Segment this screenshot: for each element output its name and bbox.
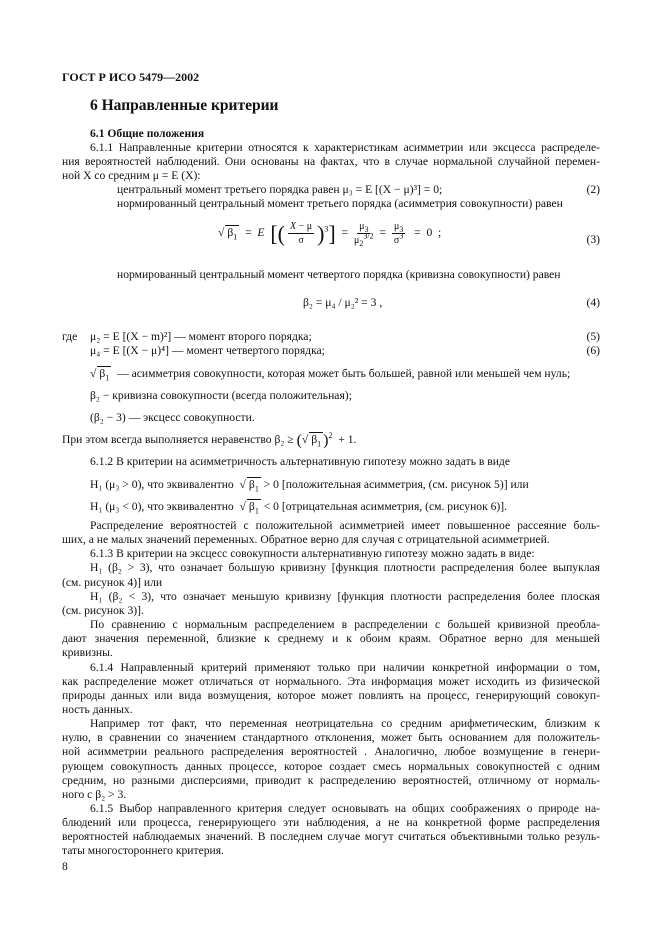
hypothesis-positive-skew: H₁ (μ₃ > 0), что эквивалентно √ $\beta_1 > 0$ [положительная асимметрия, (см. рисунок 5)] или	[90, 478, 529, 494]
where-label: где	[62, 330, 78, 343]
equation-number: (3)	[586, 233, 600, 246]
equation-2: центральный момент третьего порядка равен μ₃ = E [(X − μ)³] = 0;	[117, 183, 443, 196]
definition-excess: (β₂ − 3) — эксцесс совокупности.	[90, 411, 255, 424]
document-header: ГОСТ Р ИСО 5479—2002	[62, 70, 200, 84]
hyp-text: H₁ (μ₃ > 0), что эквивалентно	[90, 478, 234, 491]
paragraph-line: таты многостороннего критерия.	[62, 844, 224, 858]
hypothesis-negative-skew: H₁ (μ₃ < 0), что эквивалентно √ $\beta_1 < 0$ [отрицательная асимметрия, (см. рисунок 6)].	[90, 500, 508, 516]
paragraph-line: нулю, в сравнении со значением стандартного отклонения, может быть основанием для положитель-	[62, 731, 600, 745]
equation-number: (6)	[586, 344, 600, 357]
paragraph-line: ность данных.	[62, 702, 133, 716]
paragraph-line: кривизны.	[62, 646, 113, 660]
definition-skewness: √ $\beta_1$ — асимметрия совокупности, которая может быть большей, равной или меньшей чем нуль;	[90, 367, 571, 383]
paragraph-line: средним, но разными дисперсиями, приводит к распределению вероятностей, отличному от нормаль-	[62, 773, 600, 787]
definition-kurtosis: β₂ − кривизна совокупности (всегда положительная);	[90, 389, 352, 402]
inequality-line: При этом всегда выполняется неравенство β₂ ≥ (√ $\beta_1$ )$^2$ + 1.	[62, 431, 357, 449]
paragraph-line: 6.1.3 В критерии на эксцесс совокупности альтернативную гипотезу можно задать в виде:	[90, 547, 535, 561]
paragraph-line: Например тот факт, что переменная неотрицательна со средним арифметическим, близким к	[90, 717, 600, 731]
definition-text: — асимметрия совокупности, которая может быть большей, равной или меньшей чем нуль;	[117, 367, 571, 380]
equation-number: (4)	[586, 296, 600, 309]
paragraph-line: Распределение вероятностей с положительной асимметрией имеет повышенное рассеяние боль-	[90, 519, 600, 532]
paragraph-line: 6.1.5 Выбор направленного критерия следует основывать на общих соображениях о природе на-	[90, 802, 600, 815]
paragraph-line: природы данных или вида возмущения, которое может повлиять на процесс, генерирующий совокуп-	[62, 688, 600, 702]
page-number: 8	[62, 860, 68, 873]
paragraph-line: дают значения переменной, близкие к среднему и к обоим краям. Обратное верно для меньшей	[62, 632, 600, 646]
paragraph-line: (см. рисунок 3)].	[62, 603, 144, 617]
inequality-tail: + 1.	[338, 433, 357, 446]
paragraph-line: По сравнению с нормальным распределением в распределении с большей кривизной преобла-	[90, 618, 600, 632]
subsection-title: 6.1 Общие положения	[90, 127, 205, 140]
paragraph-line: ной X со средним μ = E (X):	[62, 169, 201, 182]
equation-3: √ $\beta_1 = E$ [( $\frac{X - \mu}{\sigma}$ )$^3$] = $\frac{\mu_3}{\mu_2^{3/2}}$ = $\frac{\mu_3}{\sigma^3}$ = 0 ;	[218, 221, 442, 248]
paragraph-line: ного с β₂ > 3.	[62, 787, 127, 801]
equation-3-intro: нормированный центральный момент третьего порядка (асимметрия совокупности) равен	[117, 197, 563, 210]
paragraph-line: (см. рисунок 4)] или	[62, 575, 163, 589]
paragraph-line: ной асимметрии реального распределения вероятностей . Аналогично, любое возмущение в генери-	[62, 745, 600, 759]
equation-4: β₂ = μ₄ / μ₂² = 3 ,	[303, 296, 383, 309]
paragraph-line: рующем совокупность данных процессе, которое создает смесь нормальных совокупностей с одним	[62, 759, 600, 773]
equation-6: μ₄ = E [(X − μ)⁴] — момент четвертого порядка;	[90, 344, 325, 357]
equation-4-intro: нормированный центральный момент четвертого порядка (кривизна совокупности) равен	[117, 268, 561, 281]
hyp-text: > 0 [положительная асимметрия, (см. рисунок 5)] или	[263, 478, 529, 491]
paragraph-line: 6.1.4 Направленный критерий применяют только при наличии конкретной информации о том,	[90, 660, 600, 674]
paragraph-line: H₁ (β₂ > 3), что означает большую кривизну [функция плотности распределения более выпуклая	[90, 561, 600, 575]
equation-number: (2)	[586, 183, 600, 196]
paragraph-line: H₁ (β₂ < 3), что означает меньшую кривизну [функция плотности распределения более плоская	[90, 589, 600, 603]
equation-number: (5)	[586, 330, 600, 343]
paragraph-line: вероятностей наблюдаемых значений. В последнем случае могут считаться объективными только резуль-	[62, 830, 600, 844]
paragraph-line: как распределение может отличаться от нормального. Эта информация может исходить из физической	[62, 674, 600, 688]
paragraph-line: блюдений или процесса, генерирующего эти наблюдения, а не на конкретной форме распределения	[62, 816, 600, 830]
paragraph-line: ния вероятностей наблюдений. Они основаны на фактах, что в случае нормальной случайной перемен-	[62, 155, 600, 168]
hyp-text: H₁ (μ₃ < 0), что эквивалентно	[90, 500, 234, 513]
paragraph-6-1-2: 6.1.2 В критерии на асимметричность альтернативную гипотезу можно задать в виде	[90, 455, 510, 468]
equation-5: μ₂ = E [(X − m)²] — момент второго порядка;	[90, 330, 312, 343]
paragraph-line: 6.1.1 Направленные критерии относятся к характеристикам асимметрии или эксцесса распределе-	[90, 141, 600, 154]
inequality-text: При этом всегда выполняется неравенство β₂ ≥	[62, 433, 294, 446]
hyp-text: < 0 [отрицательная асимметрия, (см. рисунок 6)].	[263, 500, 508, 513]
paragraph-line: ших, а не малых значений переменных. Обратное верно для случая с отрицательной асимметрией.	[62, 533, 550, 547]
section-title: 6 Направленные критерии	[90, 97, 279, 114]
